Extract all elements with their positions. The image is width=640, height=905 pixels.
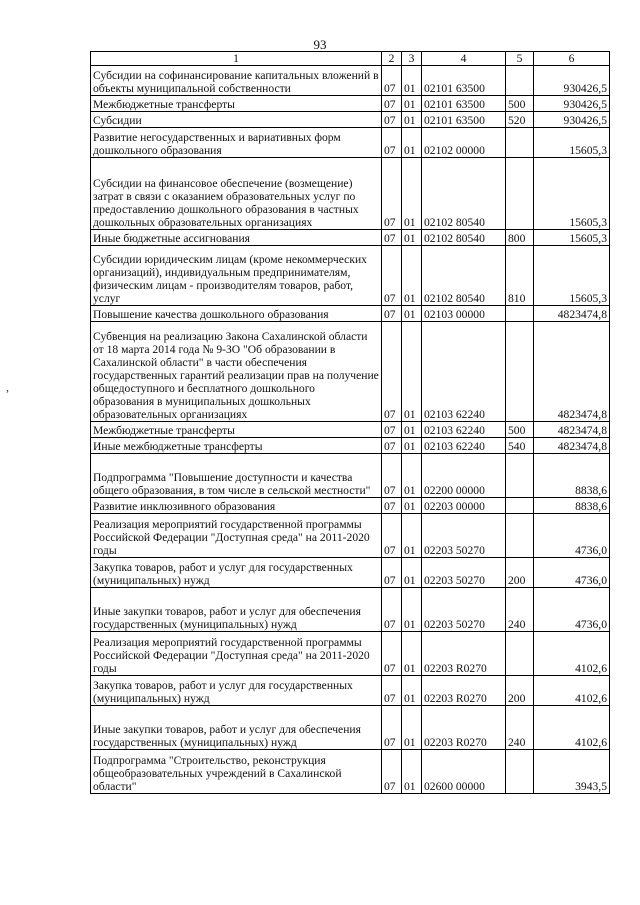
item-name: Иные закупки товаров, работ и услуг для обеспечения государственных (муниципальных) нужд [91, 588, 382, 632]
header-col-1: 1 [91, 52, 382, 66]
expense-type-code: 240 [506, 588, 534, 632]
expense-type-code: 810 [506, 246, 534, 306]
expense-type-code [506, 498, 534, 514]
item-name: Развитие инклюзивного образования [91, 498, 382, 514]
table-row [91, 322, 610, 422]
item-name: Реализация мероприятий государственной программы Российской Федерации "Доступная среда" на 2011-2020 годы [91, 514, 382, 558]
table-row [91, 632, 610, 676]
amount: 4823474,8 [534, 322, 610, 422]
item-name: Иные бюджетные ассигнования [91, 230, 382, 246]
item-name: Субвенция на реализацию Закона Сахалинской области от 18 марта 2014 года № 9-ЗО "Об образовании в Сахалинской области" в части обеспечения государственных гарантий реализации прав на получение общедоступного и бесплатного дошкольного образования в муниципальных дошкольных образовательных организациях [91, 322, 382, 422]
item-name: Реализация мероприятий государственной программы Российской Федерации "Доступная среда" на 2011-2020 годы [91, 632, 382, 676]
table-row [91, 96, 610, 112]
subsection-code: 01 [402, 498, 422, 514]
table-row [91, 230, 610, 246]
subsection-code: 01 [402, 112, 422, 128]
amount: 930426,5 [534, 112, 610, 128]
header-col-4: 4 [422, 52, 506, 66]
expense-type-code [506, 514, 534, 558]
section-code: 07 [382, 498, 402, 514]
header-col-3: 3 [402, 52, 422, 66]
amount: 4736,0 [534, 558, 610, 588]
subsection-code: 01 [402, 422, 422, 438]
expense-type-code: 240 [506, 706, 534, 750]
section-code: 07 [382, 514, 402, 558]
amount: 15605,3 [534, 246, 610, 306]
section-code: 07 [382, 246, 402, 306]
subsection-code: 01 [402, 230, 422, 246]
table-row [91, 750, 610, 794]
amount: 4823474,8 [534, 306, 610, 322]
item-name: Подпрограмма "Повышение доступности и качества общего образования, в том числе в сельской местности" [91, 454, 382, 498]
amount: 15605,3 [534, 158, 610, 230]
target-item-code: 02200 00000 [422, 454, 506, 498]
target-item-code: 02203 50270 [422, 514, 506, 558]
margin-mark: , [6, 380, 9, 394]
amount: 15605,3 [534, 230, 610, 246]
section-code: 07 [382, 588, 402, 632]
expense-type-code: 500 [506, 422, 534, 438]
table-row [91, 128, 610, 158]
amount: 4736,0 [534, 588, 610, 632]
amount: 4736,0 [534, 514, 610, 558]
target-item-code: 02101 63500 [422, 96, 506, 112]
expense-type-code [506, 158, 534, 230]
table-row [91, 158, 610, 230]
expense-type-code [506, 632, 534, 676]
section-code: 07 [382, 454, 402, 498]
target-item-code: 02203 50270 [422, 588, 506, 632]
table-row [91, 112, 610, 128]
target-item-code: 02600 00000 [422, 750, 506, 794]
target-item-code: 02103 00000 [422, 306, 506, 322]
section-code: 07 [382, 558, 402, 588]
subsection-code: 01 [402, 66, 422, 96]
table-header-row [91, 52, 610, 66]
amount: 4102,6 [534, 706, 610, 750]
page-number: 93 [313, 37, 327, 52]
section-code: 07 [382, 96, 402, 112]
table-row [91, 676, 610, 706]
section-code: 07 [382, 438, 402, 454]
target-item-code: 02101 63500 [422, 66, 506, 96]
section-code: 07 [382, 306, 402, 322]
target-item-code: 02103 62240 [422, 438, 506, 454]
target-item-code: 02203 00000 [422, 498, 506, 514]
section-code: 07 [382, 66, 402, 96]
target-item-code: 02203 R0270 [422, 676, 506, 706]
target-item-code: 02203 R0270 [422, 632, 506, 676]
target-item-code: 02203 R0270 [422, 706, 506, 750]
table-row [91, 306, 610, 322]
item-name: Межбюджетные трансферты [91, 96, 382, 112]
expense-type-code: 520 [506, 112, 534, 128]
expense-type-code [506, 128, 534, 158]
subsection-code: 01 [402, 706, 422, 750]
subsection-code: 01 [402, 558, 422, 588]
subsection-code: 01 [402, 322, 422, 422]
amount: 930426,5 [534, 66, 610, 96]
amount: 3943,5 [534, 750, 610, 794]
target-item-code: 02102 80540 [422, 230, 506, 246]
header-col-6: 6 [534, 52, 610, 66]
table-row [91, 422, 610, 438]
item-name: Иные межбюджетные трансферты [91, 438, 382, 454]
item-name: Субсидии на софинансирование капитальных вложений в объекты муниципальной собственности [91, 66, 382, 96]
item-name: Субсидии [91, 112, 382, 128]
section-code: 07 [382, 632, 402, 676]
amount: 15605,3 [534, 128, 610, 158]
subsection-code: 01 [402, 514, 422, 558]
table-row [91, 514, 610, 558]
amount: 4102,6 [534, 632, 610, 676]
header-col-5: 5 [506, 52, 534, 66]
section-code: 07 [382, 676, 402, 706]
target-item-code: 02103 62240 [422, 422, 506, 438]
subsection-code: 01 [402, 632, 422, 676]
table-row [91, 66, 610, 96]
section-code: 07 [382, 158, 402, 230]
table-row [91, 246, 610, 306]
subsection-code: 01 [402, 128, 422, 158]
amount: 4102,6 [534, 676, 610, 706]
item-name: Развитие негосударственных и вариативных форм дошкольного образования [91, 128, 382, 158]
target-item-code: 02102 00000 [422, 128, 506, 158]
amount: 8838,6 [534, 498, 610, 514]
amount: 930426,5 [534, 96, 610, 112]
amount: 4823474,8 [534, 438, 610, 454]
item-name: Закупка товаров, работ и услуг для государственных (муниципальных) нужд [91, 558, 382, 588]
target-item-code: 02102 80540 [422, 158, 506, 230]
subsection-code: 01 [402, 588, 422, 632]
target-item-code: 02102 80540 [422, 246, 506, 306]
subsection-code: 01 [402, 158, 422, 230]
amount: 8838,6 [534, 454, 610, 498]
item-name: Подпрограмма "Строительство, реконструкция общеобразовательных учреждений в Сахалинской области" [91, 750, 382, 794]
expense-type-code: 800 [506, 230, 534, 246]
subsection-code: 01 [402, 246, 422, 306]
expense-type-code: 200 [506, 558, 534, 588]
section-code: 07 [382, 750, 402, 794]
expense-type-code: 200 [506, 676, 534, 706]
expense-type-code: 500 [506, 96, 534, 112]
subsection-code: 01 [402, 676, 422, 706]
expense-type-code: 540 [506, 438, 534, 454]
section-code: 07 [382, 706, 402, 750]
section-code: 07 [382, 112, 402, 128]
expense-type-code [506, 750, 534, 794]
subsection-code: 01 [402, 96, 422, 112]
header-col-2: 2 [382, 52, 402, 66]
table-row [91, 498, 610, 514]
table-row [91, 558, 610, 588]
expense-type-code [506, 66, 534, 96]
amount: 4823474,8 [534, 422, 610, 438]
section-code: 07 [382, 128, 402, 158]
section-code: 07 [382, 322, 402, 422]
subsection-code: 01 [402, 750, 422, 794]
table-row [91, 438, 610, 454]
table-row [91, 706, 610, 750]
table-row [91, 588, 610, 632]
section-code: 07 [382, 230, 402, 246]
item-name: Субсидии на финансовое обеспечение (возмещение) затрат в связи с оказанием образовательных услуг по предоставлению дошкольного образования в частных дошкольных образовательных организациях [91, 158, 382, 230]
item-name: Повышение качества дошкольного образования [91, 306, 382, 322]
subsection-code: 01 [402, 306, 422, 322]
item-name: Субсидии юридическим лицам (кроме некоммерческих организаций), индивидуальным предпринимателям, физическим лицам - производителям товаров, работ, услуг [91, 246, 382, 306]
subsection-code: 01 [402, 438, 422, 454]
table-row [91, 454, 610, 498]
subsection-code: 01 [402, 454, 422, 498]
target-item-code: 02101 63500 [422, 112, 506, 128]
item-name: Закупка товаров, работ и услуг для государственных (муниципальных) нужд [91, 676, 382, 706]
budget-table [90, 51, 610, 794]
section-code: 07 [382, 422, 402, 438]
target-item-code: 02103 62240 [422, 322, 506, 422]
target-item-code: 02203 50270 [422, 558, 506, 588]
item-name: Иные закупки товаров, работ и услуг для обеспечения государственных (муниципальных) нужд [91, 706, 382, 750]
expense-type-code [506, 322, 534, 422]
expense-type-code [506, 454, 534, 498]
item-name: Межбюджетные трансферты [91, 422, 382, 438]
expense-type-code [506, 306, 534, 322]
